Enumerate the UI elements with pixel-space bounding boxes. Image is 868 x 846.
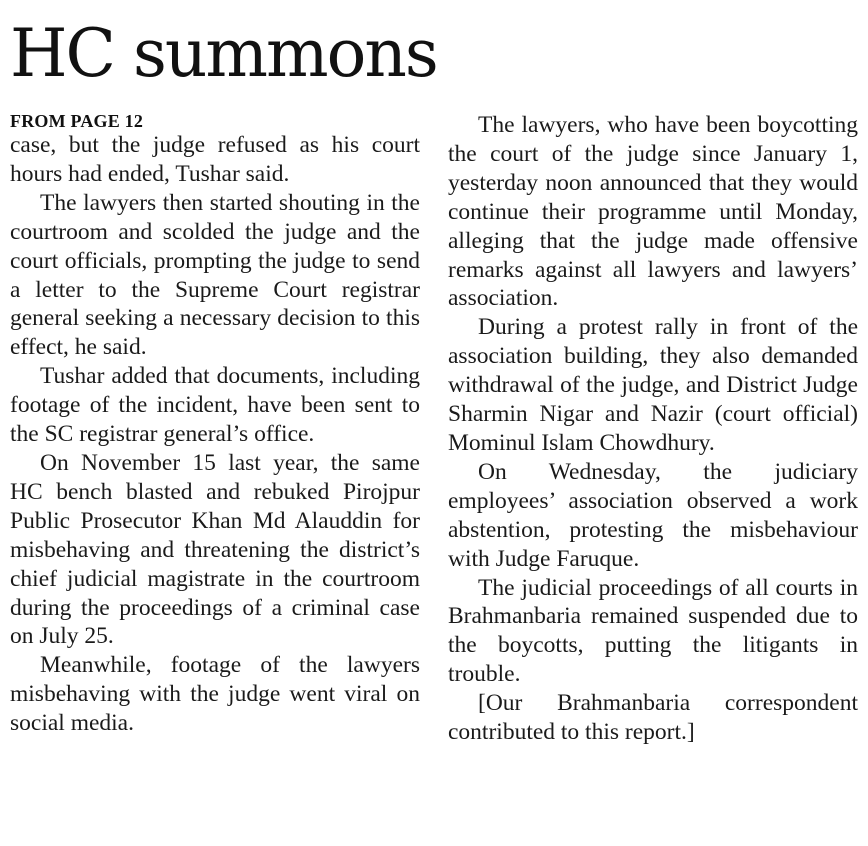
paragraph: Tushar added that documents, including footage of the incident, have been sent to the SC registrar general’s office. xyxy=(10,363,420,448)
continued-from-label: FROM PAGE 12 xyxy=(10,111,144,131)
paragraph: On November 15 last year, the same HC bench blasted and rebuked Pirojpur Public Prosecutor Khan Md Alauddin for misbehaving and threatening the district’s chief judicial magistrate in the courtroom during the proceedings of a criminal case on July 25. xyxy=(10,449,420,650)
paragraph: Meanwhile, footage of the lawyers misbehaving with the judge went viral on social media. xyxy=(10,652,420,737)
paragraph: [Our Brahmanbaria correspondent contributed to this report.] xyxy=(448,690,858,746)
paragraph: On Wednesday, the judiciary employees’ association observed a work abstention, protesting the misbehaviour with Judge Faruque. xyxy=(448,458,858,572)
paragraph: The judicial proceedings of all courts in Brahmanbaria remained suspended due to the boycotts, putting the litigants in trouble. xyxy=(448,574,858,688)
article-column-left xyxy=(10,111,420,738)
headline: HC summons xyxy=(10,15,437,92)
paragraph: case, but the judge refused as his court hours had ended, Tushar said. xyxy=(10,132,420,187)
paragraph: The lawyers, who have been boycotting the court of the judge since January 1, yesterday noon announced that they would continue their programme until Monday, alleging that the judge made offensive remarks against all lawyers and lawyers’ association. xyxy=(448,112,858,312)
paragraph: During a protest rally in front of the association building, they also demanded withdrawal of the judge, and District Judge Sharmin Nigar and Nazir (court official) Mominul Islam Chowdhury. xyxy=(448,314,858,456)
paragraph: The lawyers then started shouting in the courtroom and scolded the judge and the court officials, prompting the judge to send a letter to the Supreme Court registrar general seeking a necessary decision to this effect, he said. xyxy=(10,189,420,361)
article-column-right xyxy=(448,111,858,747)
